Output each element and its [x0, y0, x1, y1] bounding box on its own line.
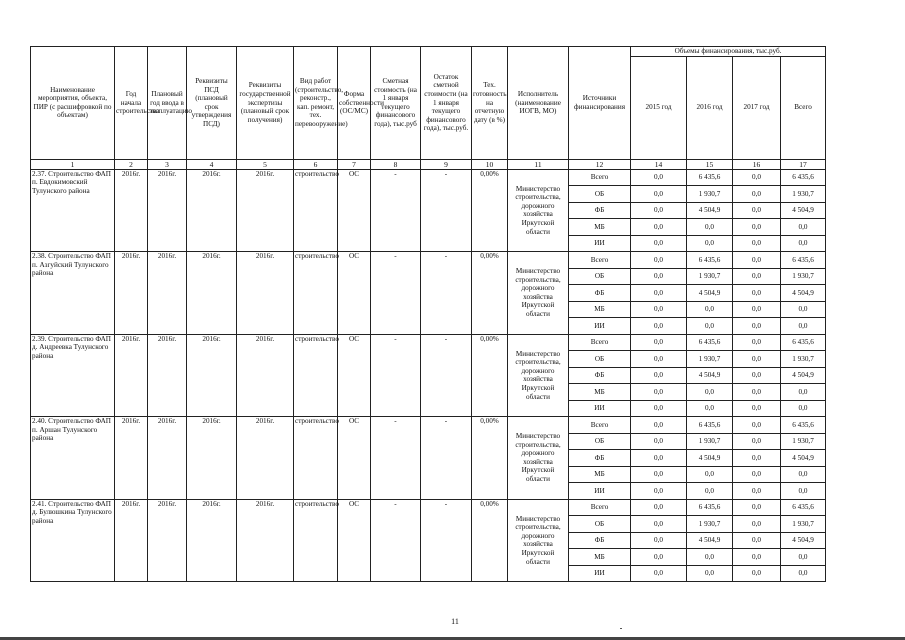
funding-2016-cell: 0,0	[687, 549, 733, 566]
estimated-cost-cell: -	[371, 417, 421, 500]
funding-2015-cell: 0,0	[631, 334, 687, 351]
funding-2017-cell: 0,0	[733, 433, 781, 450]
funding-2016-cell: 4 504,9	[687, 285, 733, 302]
funding-source-cell: Всего	[569, 169, 631, 186]
expertise-cell: 2016г.	[237, 334, 294, 417]
ownership-cell: ОС	[338, 334, 371, 417]
start-year-cell: 2016г.	[115, 252, 148, 335]
funding-2017-cell: 0,0	[733, 169, 781, 186]
psd-cell: 2016г.	[187, 499, 237, 582]
estimated-cost-cell: -	[371, 499, 421, 582]
column-number: 12	[569, 159, 631, 169]
funding-2015-cell: 0,0	[631, 252, 687, 269]
object-name: 2.40. Строительство ФАП п. Аршан Тулунского района	[31, 417, 115, 500]
ownership-cell: ОС	[338, 499, 371, 582]
funding-2016-cell: 6 435,6	[687, 252, 733, 269]
readiness-cell: 0,00%	[472, 417, 508, 500]
page-number: 11	[451, 617, 459, 626]
column-number-row	[31, 159, 826, 169]
funding-source-cell: ОБ	[569, 268, 631, 285]
header-psd-details: Реквизиты ПСД (плановый срок утверждения ПСД)	[187, 47, 237, 160]
funding-2016-cell: 0,0	[687, 301, 733, 318]
funding-2016-cell: 4 504,9	[687, 450, 733, 467]
funding-2015-cell: 0,0	[631, 235, 687, 252]
column-number: 7	[338, 159, 371, 169]
funding-total-cell: 4 504,9	[781, 285, 826, 302]
header-total: Всего	[781, 56, 826, 159]
remaining-cost-cell: -	[421, 499, 472, 582]
funding-2017-cell: 0,0	[733, 202, 781, 219]
funding-2016-cell: 1 930,7	[687, 351, 733, 368]
funding-source-cell: ФБ	[569, 367, 631, 384]
funding-2015-cell: 0,0	[631, 318, 687, 335]
funding-source-cell: Всего	[569, 417, 631, 434]
column-number: 9	[421, 159, 472, 169]
header-estimated-cost: Сметная стоимость (на 1 января текущего финансового года), тыс.руб	[371, 47, 421, 160]
funding-2017-cell: 0,0	[733, 417, 781, 434]
remaining-cost-cell: -	[421, 334, 472, 417]
funding-2016-cell: 4 504,9	[687, 367, 733, 384]
funding-2015-cell: 0,0	[631, 565, 687, 582]
funding-2017-cell: 0,0	[733, 367, 781, 384]
table-body	[31, 169, 826, 582]
header-readiness: Тех. готовность на отчетную дату (в %)	[472, 47, 508, 160]
funding-source-cell: Всего	[569, 499, 631, 516]
object-name: 2.37. Строительство ФАП п. Евдокимовский Тулунского района	[31, 169, 115, 252]
funding-2017-cell: 0,0	[733, 268, 781, 285]
table-row	[31, 252, 826, 269]
column-number: 15	[687, 159, 733, 169]
header-planned-year: Плановый год ввода в эксплуатацию	[148, 47, 187, 160]
remaining-cost-cell: -	[421, 169, 472, 252]
funding-source-cell: ОБ	[569, 516, 631, 533]
funding-2015-cell: 0,0	[631, 367, 687, 384]
funding-2015-cell: 0,0	[631, 285, 687, 302]
object-name: 2.41. Строительство ФАП д. Булюшкина Тулунского района	[31, 499, 115, 582]
remaining-cost-cell: -	[421, 252, 472, 335]
header-name: Наименование мероприятия, объекта, ПИР (с расшифровкой по объектам)	[31, 47, 115, 160]
estimated-cost-cell: -	[371, 169, 421, 252]
funding-total-cell: 0,0	[781, 318, 826, 335]
funding-source-cell: ИИ	[569, 400, 631, 417]
start-year-cell: 2016г.	[115, 417, 148, 500]
funding-2015-cell: 0,0	[631, 384, 687, 401]
funding-2015-cell: 0,0	[631, 417, 687, 434]
work-type-cell: строительство	[294, 334, 338, 417]
column-number: 6	[294, 159, 338, 169]
funding-2016-cell: 1 930,7	[687, 516, 733, 533]
funding-total-cell: 6 435,6	[781, 334, 826, 351]
funding-2015-cell: 0,0	[631, 450, 687, 467]
readiness-cell: 0,00%	[472, 499, 508, 582]
column-number: 3	[148, 159, 187, 169]
funding-total-cell: 1 930,7	[781, 268, 826, 285]
table-row	[31, 499, 826, 516]
funding-total-cell: 0,0	[781, 565, 826, 582]
column-number: 2	[115, 159, 148, 169]
readiness-cell: 0,00%	[472, 334, 508, 417]
funding-2016-cell: 0,0	[687, 400, 733, 417]
funding-source-cell: МБ	[569, 384, 631, 401]
funding-2016-cell: 6 435,6	[687, 334, 733, 351]
funding-source-cell: ОБ	[569, 351, 631, 368]
funding-2015-cell: 0,0	[631, 549, 687, 566]
expertise-cell: 2016г.	[237, 417, 294, 500]
funding-2015-cell: 0,0	[631, 483, 687, 500]
funding-2016-cell: 0,0	[687, 318, 733, 335]
funding-2017-cell: 0,0	[733, 565, 781, 582]
funding-2015-cell: 0,0	[631, 400, 687, 417]
funding-2016-cell: 6 435,6	[687, 417, 733, 434]
funding-total-cell: 0,0	[781, 400, 826, 417]
estimated-cost-cell: -	[371, 334, 421, 417]
funding-2015-cell: 0,0	[631, 219, 687, 236]
table-row	[31, 417, 826, 434]
executor-cell: Министерство строительства, дорожного хозяйства Иркутской области	[508, 252, 569, 335]
funding-2016-cell: 0,0	[687, 565, 733, 582]
funding-2016-cell: 0,0	[687, 466, 733, 483]
funding-2017-cell: 0,0	[733, 301, 781, 318]
funding-2016-cell: 1 930,7	[687, 186, 733, 203]
funding-2017-cell: 0,0	[733, 384, 781, 401]
funding-2015-cell: 0,0	[631, 499, 687, 516]
start-year-cell: 2016г.	[115, 499, 148, 582]
funding-2017-cell: 0,0	[733, 516, 781, 533]
table-row	[31, 169, 826, 186]
ownership-cell: ОС	[338, 417, 371, 500]
expertise-cell: 2016г.	[237, 252, 294, 335]
executor-cell: Министерство строительства, дорожного хозяйства Иркутской области	[508, 334, 569, 417]
funding-total-cell: 6 435,6	[781, 417, 826, 434]
funding-source-cell: ФБ	[569, 532, 631, 549]
column-number: 4	[187, 159, 237, 169]
funding-2015-cell: 0,0	[631, 169, 687, 186]
funding-2015-cell: 0,0	[631, 433, 687, 450]
planned-year-cell: 2016г.	[148, 169, 187, 252]
start-year-cell: 2016г.	[115, 334, 148, 417]
funding-2017-cell: 0,0	[733, 450, 781, 467]
column-number: 16	[733, 159, 781, 169]
funding-2016-cell: 0,0	[687, 483, 733, 500]
funding-2016-cell: 0,0	[687, 219, 733, 236]
funding-2016-cell: 6 435,6	[687, 499, 733, 516]
funding-2015-cell: 0,0	[631, 516, 687, 533]
funding-2015-cell: 0,0	[631, 351, 687, 368]
header-ownership: Форма собственности (ОС/МС)	[338, 47, 371, 160]
readiness-cell: 0,00%	[472, 169, 508, 252]
work-type-cell: строительство	[294, 169, 338, 252]
planned-year-cell: 2016г.	[148, 499, 187, 582]
executor-cell: Министерство строительства, дорожного хозяйства Иркутской области	[508, 417, 569, 500]
funding-total-cell: 1 930,7	[781, 516, 826, 533]
funding-2017-cell: 0,0	[733, 235, 781, 252]
funding-source-cell: МБ	[569, 466, 631, 483]
funding-2015-cell: 0,0	[631, 268, 687, 285]
funding-total-cell: 6 435,6	[781, 499, 826, 516]
header-2015: 2015 год	[631, 56, 687, 159]
funding-total-cell: 0,0	[781, 235, 826, 252]
funding-2016-cell: 4 504,9	[687, 532, 733, 549]
readiness-cell: 0,00%	[472, 252, 508, 335]
header-sources: Источники финансирования	[569, 47, 631, 160]
funding-2017-cell: 0,0	[733, 186, 781, 203]
document-sheet	[30, 46, 826, 582]
psd-cell: 2016г.	[187, 334, 237, 417]
funding-2015-cell: 0,0	[631, 202, 687, 219]
planned-year-cell: 2016г.	[148, 417, 187, 500]
funding-total-cell: 4 504,9	[781, 202, 826, 219]
funding-total-cell: 0,0	[781, 219, 826, 236]
scan-speck	[620, 628, 622, 629]
funding-2015-cell: 0,0	[631, 532, 687, 549]
funding-2016-cell: 0,0	[687, 384, 733, 401]
funding-source-cell: ОБ	[569, 433, 631, 450]
funding-total-cell: 1 930,7	[781, 351, 826, 368]
funding-2017-cell: 0,0	[733, 466, 781, 483]
start-year-cell: 2016г.	[115, 169, 148, 252]
funding-2017-cell: 0,0	[733, 483, 781, 500]
funding-2016-cell: 1 930,7	[687, 268, 733, 285]
ownership-cell: ОС	[338, 169, 371, 252]
header-start-year: Год начала строительства	[115, 47, 148, 160]
column-number: 5	[237, 159, 294, 169]
funding-total-cell: 1 930,7	[781, 433, 826, 450]
funding-2015-cell: 0,0	[631, 301, 687, 318]
funding-total-cell: 0,0	[781, 549, 826, 566]
funding-total-cell: 0,0	[781, 466, 826, 483]
funding-2017-cell: 0,0	[733, 285, 781, 302]
funding-source-cell: МБ	[569, 219, 631, 236]
funding-2017-cell: 0,0	[733, 318, 781, 335]
column-number: 14	[631, 159, 687, 169]
funding-2016-cell: 0,0	[687, 235, 733, 252]
header-2016: 2016 год	[687, 56, 733, 159]
header-remaining-cost: Остаток сметной стоимости (на 1 января текущего финансового года), тыс.руб.	[421, 47, 472, 160]
funding-source-cell: ФБ	[569, 285, 631, 302]
ownership-cell: ОС	[338, 252, 371, 335]
funding-source-cell: МБ	[569, 301, 631, 318]
work-type-cell: строительство	[294, 252, 338, 335]
funding-source-cell: ИИ	[569, 565, 631, 582]
header-funding-group: Объемы финансирования, тыс.руб.	[631, 47, 826, 57]
column-number: 17	[781, 159, 826, 169]
funding-source-cell: ОБ	[569, 186, 631, 203]
planned-year-cell: 2016г.	[148, 252, 187, 335]
header-executor: Исполнитель (наименование ИОГВ, МО)	[508, 47, 569, 160]
investment-table	[30, 46, 826, 582]
column-number: 10	[472, 159, 508, 169]
remaining-cost-cell: -	[421, 417, 472, 500]
funding-2015-cell: 0,0	[631, 186, 687, 203]
work-type-cell: строительство	[294, 499, 338, 582]
estimated-cost-cell: -	[371, 252, 421, 335]
funding-total-cell: 0,0	[781, 483, 826, 500]
work-type-cell: строительство	[294, 417, 338, 500]
column-number: 1	[31, 159, 115, 169]
psd-cell: 2016г.	[187, 252, 237, 335]
expertise-cell: 2016г.	[237, 169, 294, 252]
object-name: 2.38. Строительство ФАП п. Азгуйский Тулунского района	[31, 252, 115, 335]
column-number: 8	[371, 159, 421, 169]
funding-2016-cell: 1 930,7	[687, 433, 733, 450]
funding-2016-cell: 4 504,9	[687, 202, 733, 219]
header-expertise-details: Реквизиты государственной экспертизы (плановый срок получения)	[237, 47, 294, 160]
psd-cell: 2016г.	[187, 169, 237, 252]
funding-2017-cell: 0,0	[733, 499, 781, 516]
funding-source-cell: ФБ	[569, 202, 631, 219]
funding-source-cell: ФБ	[569, 450, 631, 467]
funding-2017-cell: 0,0	[733, 252, 781, 269]
funding-total-cell: 6 435,6	[781, 252, 826, 269]
executor-cell: Министерство строительства, дорожного хозяйства Иркутской области	[508, 169, 569, 252]
object-name: 2.39. Строительство ФАП д. Андреевка Тулунского района	[31, 334, 115, 417]
funding-total-cell: 1 930,7	[781, 186, 826, 203]
header-2017: 2017 год	[733, 56, 781, 159]
table-row	[31, 334, 826, 351]
column-number: 11	[508, 159, 569, 169]
funding-2015-cell: 0,0	[631, 466, 687, 483]
psd-cell: 2016г.	[187, 417, 237, 500]
executor-cell: Министерство строительства, дорожного хозяйства Иркутской области	[508, 499, 569, 582]
funding-source-cell: ИИ	[569, 318, 631, 335]
funding-source-cell: МБ	[569, 549, 631, 566]
funding-2016-cell: 6 435,6	[687, 169, 733, 186]
funding-source-cell: ИИ	[569, 483, 631, 500]
funding-source-cell: ИИ	[569, 235, 631, 252]
funding-total-cell: 4 504,9	[781, 367, 826, 384]
funding-source-cell: Всего	[569, 334, 631, 351]
funding-total-cell: 4 504,9	[781, 450, 826, 467]
funding-total-cell: 0,0	[781, 384, 826, 401]
header-work-type: Вид работ (строительство, реконстр., кап. ремонт, тех. перевооружение)	[294, 47, 338, 160]
funding-total-cell: 4 504,9	[781, 532, 826, 549]
funding-2017-cell: 0,0	[733, 351, 781, 368]
planned-year-cell: 2016г.	[148, 334, 187, 417]
funding-2017-cell: 0,0	[733, 334, 781, 351]
funding-2017-cell: 0,0	[733, 549, 781, 566]
expertise-cell: 2016г.	[237, 499, 294, 582]
funding-2017-cell: 0,0	[733, 532, 781, 549]
funding-total-cell: 6 435,6	[781, 169, 826, 186]
funding-2017-cell: 0,0	[733, 219, 781, 236]
funding-source-cell: Всего	[569, 252, 631, 269]
funding-total-cell: 0,0	[781, 301, 826, 318]
funding-2017-cell: 0,0	[733, 400, 781, 417]
